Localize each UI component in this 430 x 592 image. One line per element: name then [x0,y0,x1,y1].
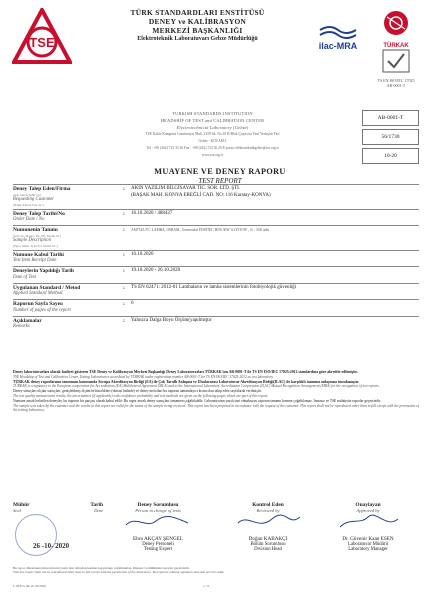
field-value: 16.10.2020 [131,251,154,257]
field-label: Deney Talep Eden/Firma [13,186,71,192]
field-value: Yalnızca Dalga Boyu Ölçüm(yapılmıştır [131,317,212,323]
reviewer-signature-icon [228,513,308,531]
field-value-2: (BAŞAK MAH. KONYA EREĞLİ CAD. NO: 116 Karatay-KONYA) [131,192,271,198]
field-row-receipt-date: Numune Kabul Tarihi Test Item Receipt Date : 16.10.2020 [13,250,419,267]
approver-heading: Onaylayan [355,502,381,508]
institution-website: www.tse.org.tr [201,153,224,157]
turkak-emblem-icon [373,8,419,38]
field-label: Raporun Sayfa Sayısı [13,301,63,307]
institution-en-line-1: TURKISH STANDARDS INSTITUTION [172,111,253,116]
field-row-standard: Uygulanan Standard / Metod Applied Standard Method : TS EN 62471: 2012-01 Lambaların ve lamba sistemlerinin fotobiyolojik güvenliği [13,283,419,300]
institution-en-line-2: HEADSHIP OF TEST and CALIBRATION CENTER [160,118,265,123]
page-number: 1 / 6 [203,584,210,588]
id-box-date-code: 10-20 [362,148,419,164]
report-title-tr: MUAYENE VE DENEY RAPORU [154,167,286,176]
field-row-remarks: Açıklamalar Remarks : Yalnızca Dalga Boyu Ölçüm(yapılmıştır [13,316,419,333]
date-heading: Tarih [90,502,103,508]
seal-heading: Mühür [13,502,30,508]
field-label-en-hint: (Type, Mark, Type No. Model etc.) [13,243,58,248]
field-row-order: Deney Talep Tarihi/No Order Date / No : 16.10.2020 / 488427 [13,209,419,226]
field-label-en-hint: (Name Adress City etc.) [13,202,44,207]
approver-role-en: Laboratory Manager [348,547,388,552]
field-row-test-date: Deneylerin Yapıldığı Tarih Date of Test : 19.10.2020 - 26.10.2020 [13,266,419,283]
signature-block [13,502,419,570]
field-label: Deneylerin Yapıldığı Tarih [13,268,74,274]
institution-address: TSE Kalite Kampüsü Cumhuriyet Mah. 2258 Sk. No:10 B-Blok Çayırova Yeni Yerleşim Yeri [145,132,280,136]
header-line-4: Elektroteknik Laboratuvarı Gebze Müdürlüğü [137,36,258,42]
field-label: Uygulanan Standard / Metod [13,284,81,291]
reviewer-role-en: Division Head [254,547,282,552]
field-label-en: Remarks [13,324,30,329]
tse-logo [12,8,72,64]
remark-paragraph: Deney sonuçları ölçüm sonuçları, genişletilmiş ölçüm belirsizlikleri (olması halinde) ve deney metotları bu raporun tamamlayıcı kısmı olan takip eden sayfalarda verilmiştir. [13,389,262,394]
tester-heading: Deney Sorumlusu [137,502,179,508]
report-title [120,167,320,185]
reviewer-signature [218,502,318,552]
remark-paragraph: TÜRKAK is a signatory to the European cooperation for Accreditation (EA) Multilateral Agreement (MLA) and to the International Laboratory Accreditation Cooperation (ILAC) Mutual Recognition Arrangement (MRA) for the recognition of test reports. [13,384,380,389]
institution-city: Gebze - KOCAELİ [198,139,227,143]
institution-en-line-3: Electrotechnical Laboratory (Gebze) [176,125,249,130]
remark-paragraph: The test quality measurement results, the uncertainties (if applicable) with confidence probability and test methods are given on the following pages which are part of this report. [13,393,269,398]
footer-note-tr: Bu rapor, İmzalanan laboratuvarın yazılı izni olmadan kısmen kopyalanıp çoğaltılamaz. İmzasız ve mühürsüz raporlar geçersizdir. [13,566,190,570]
reviewer-heading-en: Reviewed by [256,508,280,513]
field-label: Açıklamalar [13,317,42,324]
report-date-stamp: 26 -10- 2020 [33,542,70,550]
field-label-en: Number of pages of the report [13,307,71,313]
date-heading-en: Date [94,508,103,513]
field-label: Numune Kabul Tarihi [13,251,64,258]
field-label: Numunenin Tanımı [13,227,58,233]
field-label-en: Applied Standard Method [13,291,63,296]
checkmark-icon [373,49,419,73]
field-value: 19.10.2020 - 26.10.2020 [131,268,181,273]
seal-column [13,502,103,550]
institution-header [80,8,315,44]
tester-signature-icon [118,513,198,531]
report-title-en: TEST REPORT [198,177,242,185]
document-code: L.08.F.G.00-10-20/2020 [13,584,47,588]
remark-paragraph: Numune ancak belirtilen deneyler, bu raporun bir parçası olarak kabul edilir. Bu rapor ancak deney sonuçları tamamen çoğaltılabilir. Laboratuvarın yazılı izni olmaksızın, raporun tamamı kısmen çoğaltılamaz. İmzasız ve TSE mühürsüz raporlar geçersizdir. [13,398,381,403]
approver-role: Laboratuvar Müdürü [347,542,389,547]
field-value: AM754/UVC LAMBA, OSRAM , Germisidal PURITEC HNS 36W G13/T8 OF , ∅ : 3.00 adet [131,228,270,232]
report-fields [13,184,419,332]
field-label-en: Requesting Customer [13,196,55,202]
id-box-report-number: 56/1730 [362,129,419,145]
approver-heading-en: Approved by [356,508,380,513]
remark-paragraph: Deney laboratuvarları olarak faaliyet gösteren TSE Deney ve Kalibrasyon Merkezi Başkanlığı Deney Laboratuvarları TÜRKAK'tan AB-0001-T ile TS EN ISO/IEC 17025:2012 standardına göre akredite edilmiştir. [13,370,358,374]
institution-contact: Tel : +90 (262) 723 35 26 Fax : +90 (262) 723 36 20 E-posta: elektroteknikgebze@tse.org.tr [146,146,279,150]
field-label-en: Date of Test [13,274,37,280]
header-line-1: TÜRK STANDARDLARI ENSTİTÜSÜ [130,8,265,17]
id-box-accreditation: AB-0001-T [362,110,419,126]
field-label: Deney Talep Tarihi/No [13,210,65,217]
remark-paragraph: TSE Headship of Test and Calibration Center Testing Laboratories accredited by TÜRKAK under registration number AB-0001-T for TS EN ISO/IEC 17025:2012 as test laboratory. [13,374,274,379]
remark-paragraph: TÜRKAK deney raporlarının tanınması konusunda Avrupa Akreditasyon Birliği (EA) ile Çok Taraflı Anlaşma ve Uluslararası Laboratuvar Akreditasyon Birliği(ILAC) ile karşılıklı tanınma anlaşması imzalamıştır. [13,379,360,384]
footer-note-en: This test report shall not be reproduced other than in full except with the permission of the laboratory. Test reports without signature and seal are not valid. [13,570,225,575]
ilac-mra-text: ilac-MRA [318,41,358,51]
footer-notes [13,566,419,574]
tester-name: Ebru AKÇAY ŞENGEL [132,536,184,542]
tester-signature [108,502,208,552]
header-line-3: MERKEZİ BAŞKANLIĞI [152,26,243,35]
field-row-sample: Numunenin Tanımı (Sıcl./no, Marka, Tip, Nu. Model vb.) Sample Description (Type, Mark, Type No. Model etc.) : AM754/UVC LAMBA, OSRAM , Germisidal PURITEC HNS 36W G13/T8 OF , ∅ : 3.00 adet [13,225,419,250]
tester-role-en: Testing Expert [143,547,173,552]
report-id-boxes [362,110,419,167]
turkak-label: TÜRKAK [383,43,409,49]
field-label-hint: (Adı Adresi Şehir vb.) [13,192,42,197]
field-row-page-count: Raporun Sayfa Sayısı Number of pages of the report : 6 [13,299,419,316]
approver-signature [318,502,418,552]
approver-name: Dr. Güvenir Kaan ESEN [342,536,394,542]
reviewer-heading: Kontrol Eden [252,502,284,508]
reviewer-role: Bölüm Sorumlusu [250,542,286,547]
field-label-en: Test Item Receipt Date [13,258,57,263]
accreditation-number: AB-0001-T [386,83,406,88]
field-label-hint: (Sıcl./no, Marka, Tip, Nu. Model vb.) [13,233,61,238]
turkak-accreditation-mark [373,8,419,88]
institution-english-block [80,110,345,159]
tester-role: Deney Personeli [142,542,174,547]
approver-signature-icon [328,513,408,531]
field-value: 16.10.2020 / 488427 [131,210,173,216]
field-value: TS EN 62471: 2012-01 Lambaların ve lamba sistemlerinin fotobiyolojik güvenliği [131,284,297,290]
remark-paragraph: The sample was taken by the customer and the results in this report are valid for the status of the sample being received. This report has been prepared in accordance with the request of the customer. This report shall not be reproduced other than in full except with the permission of the testing laboratory. [13,403,419,413]
field-value: 6 [131,301,134,306]
field-label-en: Sample Description [13,237,51,243]
field-row-customer: Deney Talep Eden/Firma (Adı Adresi Şehir vb.) Requesting Customer (Name Adress City etc.) : AKIN YAZILIM BİLGİSAYAR TİC. SOR. LTD. ŞTİ. (BAŞAK MAH. KONYA EREĞLİ CAD. NO: 116 Karatay-KONYA) [13,184,419,209]
tester-heading-en: Person in charge of tests [135,508,181,513]
ilac-mra-logo [314,24,362,56]
field-value: AKIN YAZILIM BİLGİSAYAR TİC. SOR. LTD. ŞTİ. [131,186,241,191]
accreditation-standard: TS EN ISO/IEC 17025 [377,78,415,83]
tse-logo-text: TSE [29,35,55,50]
reviewer-name: Doğan KABAKÇI [248,536,288,542]
seal-heading-en: Seal [13,508,21,513]
remarks-section [13,370,419,413]
field-label-en: Order Date / No [13,217,45,222]
header-line-2: DENEY ve KALİBRASYON [148,17,247,26]
